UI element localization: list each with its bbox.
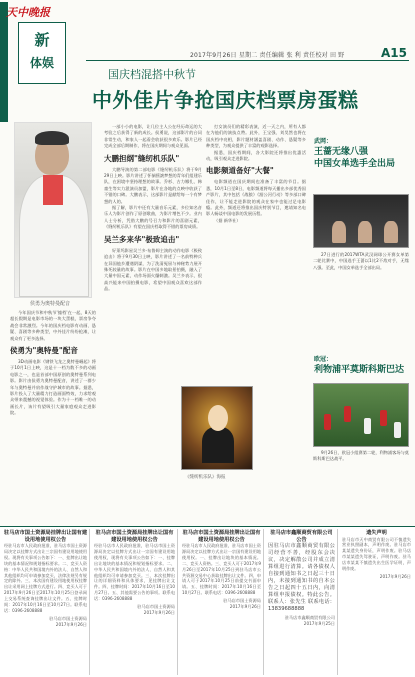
ad-notice-4 xyxy=(266,529,338,675)
col2-p2: 大鹏导演的第二部电影《缝纫机乐队》将于9月29日上映。影片讲述了怀揣摇滚梦想的青年们组建乐队，在困境中坚持理想的故事。乔杉、古力娜扎、韩童生等实力派演员加盟，影片在各地的点映中收获了不错的口碑。大鹏表示，这部影片是献给每一个有梦想的人的。 xyxy=(104,166,202,204)
film-poster xyxy=(181,386,253,470)
page-number: A15 xyxy=(381,46,407,60)
masthead-logo: 天中晚报 xyxy=(6,6,50,19)
sidebar-title-tennis: 王蔷无缘八强 中国女单选手全出局 xyxy=(314,147,396,169)
col1-subhead: 侯勇为"奥特曼"配音 xyxy=(10,346,78,356)
header-rule xyxy=(86,60,409,61)
section-badge-line2: 体娱 xyxy=(29,56,54,70)
tennis-press-photo xyxy=(313,194,409,248)
tennis-person-shape xyxy=(358,221,372,243)
sidebar-body-football xyxy=(313,450,409,522)
col3-body: 电影频道在国庆期间也准备了丰富的节目。据悉，10月1日至8日，电影频道将每天播出多部优秀国产影片，其中包括《战狼》《湄公河行动》等多部口碑佳作，让不能走进影院的观众在家中也能过足电影瘾。此外，频道还将推出国庆特别节目，邀请知名电影人畅谈中国电影的发展历程。 xyxy=(206,179,306,217)
poster-figure-head xyxy=(208,405,228,431)
masthead xyxy=(6,4,86,94)
ad-body: 经驻马店市人民政府批准，驻马店市国土资源局决定以挂牌方式出让三宗国有建设用地使用权。现将有关事项公告如下：一、挂牌出让地块的基本情况和规划指标要求。二、竞买人资格：中华人民共和国境内外的法人、自然人和其他组织均可申请参加竞买，法律法规另有规定的除外。三、本次国有建设用地使用权挂牌出让采用网上挂牌方式进行。四、竞买人可于2017年9月26日至2017年10月25日登录网上交易系统查询挂牌出让文件。五、挂牌时间：2017年10月16日至10月27日。联系电话：0396-2608888 xyxy=(4,543,87,613)
player-white-shape xyxy=(394,422,401,438)
col1-body: 3D动画电影《钢铁飞龙之奥特曼崛起》将于10月1日上映，这是十一档为数不多的动画电影之一，也是首部中国原创的奥特曼系列电影。影片由侯勇为奥特曼配音，讲述了一群少年与奥特曼并肩作战守护城市的故事。据悉，影片投入了大量精力打造画面特效，力求给观众带来震撼的视觉体验。作为十一档唯一的动画长片，该片有望吸引大量家庭观众走进影院。 xyxy=(10,359,96,416)
player-white-shape xyxy=(364,418,371,434)
col2-subhead1: 大鹏担纲"缝纫机乐队" xyxy=(104,153,180,163)
ad-notice-3 xyxy=(180,529,264,675)
player-red-shape xyxy=(324,414,331,430)
ad-title: 驻马店市国土资源局挂牌出让国有建设用地使用权公告 xyxy=(4,530,88,543)
col3-p1: 打女演员们的精彩表演，近一天之内，所有人都在为他们的演技点赞。此外，王宝强、刘昊然也将在国庆档中亮相，影片题材涵盖喜剧、动作、悬疑等多种类型，为观众提供了丰富的观影选择。 xyxy=(206,124,306,149)
column-3 xyxy=(206,124,306,382)
ad-body: 驻马店市天中商贸有限公司不慎遗失营业执照副本，声明作废。驻马店市某某遗失身份证，声明作废。驻马店市某某遗失驾驶证，声明作废。驻马店市某某不慎遗失出生医学证明，声明作废。 xyxy=(342,536,411,572)
lead-headline: 中外佳片争抢国庆档票房蛋糕 xyxy=(92,88,359,112)
ad-notice-2 xyxy=(92,529,178,675)
ad-title: 遗失声明 xyxy=(366,530,387,536)
section-badge-line1: 新 xyxy=(34,31,50,49)
tennis-person-shape xyxy=(332,221,346,243)
column-1 xyxy=(10,310,96,522)
col2-p1: 一部小小的电影，让几位主人公在经历命运的大考验之后获得了新的成长。侯勇说，这部影片的台词非常生动，和家人一起看会收获很多欢乐。影片已经完成全部后期制作，将在国庆期间与观众见面。 xyxy=(104,124,202,149)
lead-kicker: 国庆档混搭中秋节 xyxy=(108,68,196,81)
player-red-shape xyxy=(380,410,387,426)
col3-note: （据 新华社） xyxy=(214,217,241,223)
classified-ads xyxy=(0,526,415,677)
sidebar-label-tennis: 武网： xyxy=(314,138,333,145)
ad-signature: 驻马店市国土资源局 2017年9月26日 xyxy=(49,615,87,627)
ad-title: 驻马店市国土资源局挂牌出让国有建设用地使用权公告 xyxy=(182,530,261,543)
ad-signature: 驻马店市鑫顺商贸有限公司 2017年9月25日 xyxy=(284,615,335,626)
actor-hair-shape xyxy=(35,131,69,145)
film-poster-caption: 《缝纫机乐队》海报 xyxy=(185,475,226,480)
col3-subhead: 电影频道备好"大餐" xyxy=(206,166,274,176)
actor-photo-caption: 侯勇为奥特曼配音 xyxy=(30,301,71,307)
sidebar-text-football: 9月26日，欧冠小组赛第二轮，利物浦客场与莫斯科斯巴达战平。 xyxy=(313,450,409,462)
ad-title: 驻马店市国土资源局挂牌出让国有建设用地使用权公告 xyxy=(95,530,174,543)
ad-body: 经驻马店市人民政府批准，驻马店市国土资源局决定以挂牌方式出让一宗国有建设用地使用权，现将有关事项公告如下：一、挂牌出让地块的基本情况和规划指标要求。二、中华人民共和国境内外的法人、自然人和其他组织均可申请参加竞买。三、本次挂牌出让的详细资料和具体要求，见挂牌出让文件。四、挂牌时间：2017年10月16日至10月27日。五、其他需要公告的事项。联系电话：0396-2608888 xyxy=(94,543,175,602)
ad-notice-5 xyxy=(340,529,413,675)
ad-body: 经驻马店市人民政府批准，驻马店市国土资源局决定以挂牌方式出让一宗国有建设用地使用权。一、挂牌出让地块的基本情况。二、竞买人资格。三、竞买人可于2017年9月26日至2017年10月25日到驻马店市公共资源交易中心获取挂牌出让文件。四、申请人可于2017年10月25日前提交书面申请。五、挂牌时间：2017年10月16日至10月27日。联系电话：0396-2608888 xyxy=(182,543,261,596)
actor-shirt-shape xyxy=(43,175,63,205)
ad-notice-1 xyxy=(2,529,90,675)
sidebar-label-football: 欧冠： xyxy=(314,356,333,363)
section-badge xyxy=(18,22,66,84)
col2-p3: 据了解，影片中还有大量音乐元素，多位知名音乐人为影片创作了原创歌曲，为影片增色不少。业内人士分析，凭借大鹏的号召力和影片的喜剧元素，《缝纫机乐队》有望在国庆档取得不错的票房成绩。 xyxy=(104,205,202,230)
actor-photo xyxy=(14,122,92,298)
ad-body: 因驻马店市鑫顺商贸有限公司经营不善，经股东会决议，决定解散公司并成立清算组进行清算。请各债权人自接到通知书之日起三十日内，未接到通知书的自本公告之日起四十五日内，向清算组申报债权。特此公告。联系人：张先生 联系电话：13839688888 xyxy=(268,543,335,612)
col2-p4: 好莱坞影星吴兰多·布鲁姆主演的动作电影《极致追击》将于9月30日上映，影片讲述了一名前特种兵在异国他乡遭遇阴谋，为了洗清冤屈与神秘势力展开殊死较量的故事。影片在中国多地取景拍摄，融入了大量中国元素，动作场面火爆刺激。吴兰多表示，很高兴能来中国拍摄电影，希望中国观众喜欢这部作品。 xyxy=(104,247,202,292)
player-red-shape xyxy=(344,406,351,422)
tennis-person-shape xyxy=(384,221,398,243)
ad-title: 驻马店市鑫顺商贸有限公司公告 xyxy=(270,530,333,543)
col3-p2: 据悉，国庆档期间，各大影院还将推出优惠活动，吸引观众走进影院。 xyxy=(206,149,306,162)
sidebar-title-football: 利物浦平莫斯科斯巴达 xyxy=(314,365,405,375)
poster-figure-body xyxy=(202,427,234,463)
ad-signature: 驻马店市国土资源局 2017年9月26日 xyxy=(137,604,175,616)
football-match-photo xyxy=(313,383,409,447)
header-date-line: 2017年9月26日 星期二 责任编辑 张 利 责任校对 田 野 xyxy=(190,52,345,59)
col1-intro: 今年国庆节和中秋节'撞档'在一起，8天的超长假期是电影市场的一块大蛋糕，票房争夺战会非常激烈。今年的国庆档电影有动画、悬疑、喜剧等多种类型，中外佳片纷纷抢滩，让观众有了更多选择。 xyxy=(10,310,96,341)
ad-signature: 2017年9月26日 xyxy=(379,573,411,579)
col2-subhead2: 吴兰多来华"极致追击" xyxy=(104,234,180,244)
sidebar-body-tennis xyxy=(313,252,409,348)
sidebar-text-tennis: 27日进行的2017WTA武汉网球公开赛女单第二轮比赛中，中国选手王蔷以1比2不敌对手，无缘八强。至此，中国女单选手全部出局。 xyxy=(313,252,409,270)
ad-signature: 驻马店市国土资源局 2017年9月26日 xyxy=(223,598,261,610)
